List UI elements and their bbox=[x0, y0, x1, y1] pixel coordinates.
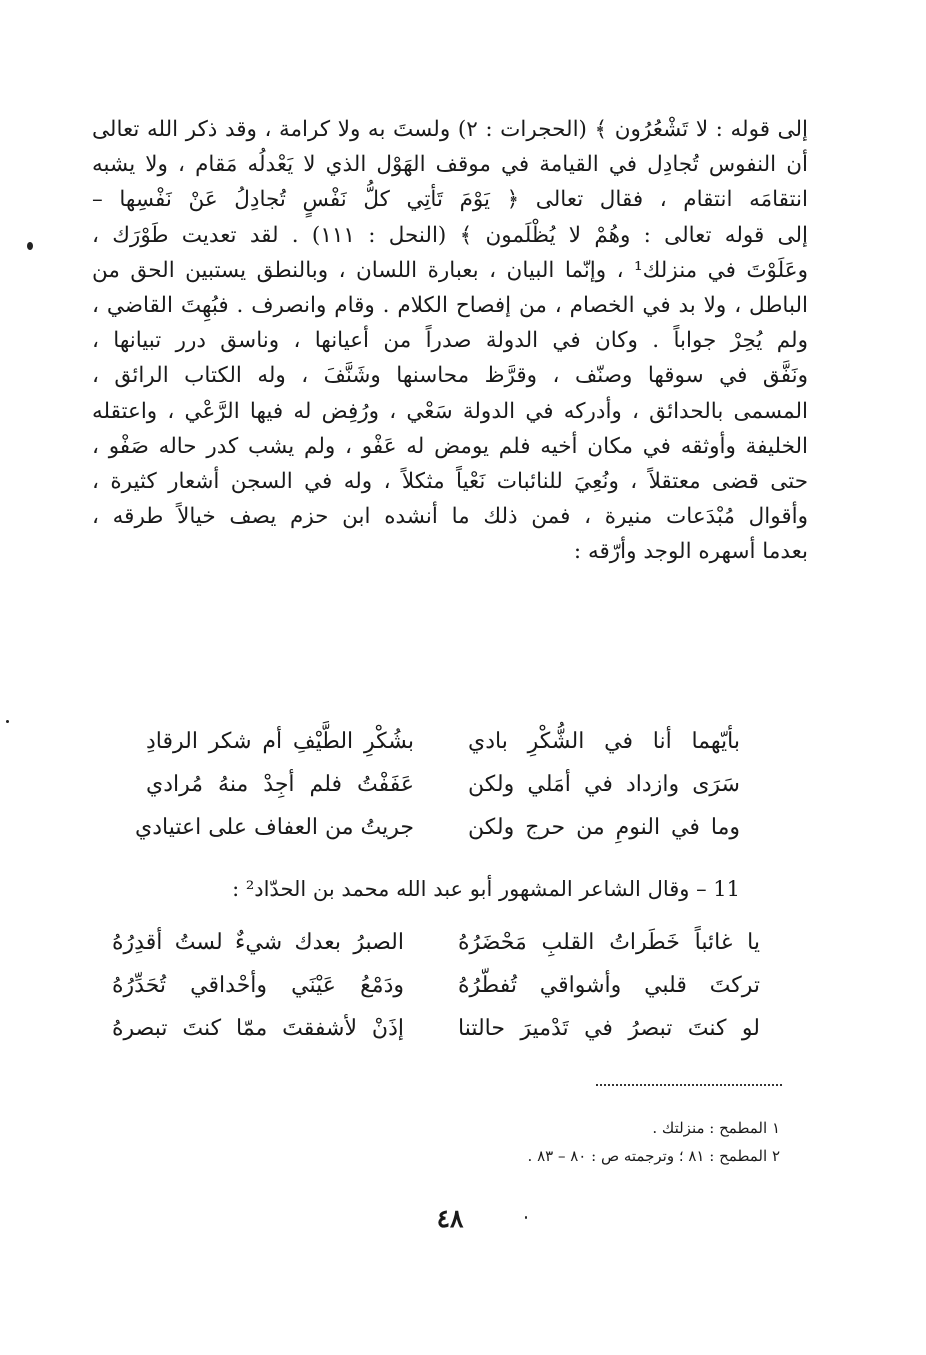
body-line: الخليفة وأوثقه في مكان أخيه فلم يومض له عَفْو ، ولم يشب كدر حاله صَفْو ، bbox=[92, 433, 808, 459]
poem-second-hemistich: جريتُ من العفاف على اعتيادي bbox=[134, 815, 414, 840]
ink-speck bbox=[525, 1216, 527, 1219]
poem-verse bbox=[146, 763, 740, 806]
body-line: إلى قوله تعالى : وهُمْ لا يُظْلَمون ﴾ (النحل : ١١١) . لقد تعديت طَوْرَك ، bbox=[92, 222, 808, 248]
poem-verse bbox=[146, 720, 740, 763]
poem-second-hemistich: عَفَفْتُ فلم أجِدْ منهُ مُرادي bbox=[146, 772, 414, 797]
page-number: ٤٨ bbox=[436, 1204, 464, 1233]
poem-second-hemistich: إذَنْ لأشفقتَ ممّا كنتَ تبصرهُ bbox=[112, 1016, 404, 1041]
poem-verse bbox=[112, 964, 760, 1007]
poem-first-hemistich: تركتَ قلبي وأشواقي تُفطّرُهُ bbox=[458, 973, 760, 998]
poem-first-hemistich: يا غائباً خَطَراتُ القلبِ مَحْضَرُهُ bbox=[458, 930, 760, 955]
poem-second bbox=[112, 921, 760, 1050]
body-line: ولم يُحِرْ جواباً . وكان في الدولة صدراً من أعيانها ، وناسق درر تبيانها ، bbox=[92, 328, 808, 354]
poem-first-hemistich: سَرَى وازداد في أمَلي ولكن bbox=[468, 772, 740, 797]
body-line: الباطل ، ولا بد في الخصام ، من إفصاح الكلام . وقام وانصرف . فبُهِتَ القاضي ، bbox=[92, 292, 808, 318]
ink-speck bbox=[6, 720, 9, 723]
body-line: وعَلَوْتَ في منزلك¹ ، وإنّما البيان ، بعبارة اللسان ، وبالنطق يستبين الحق من bbox=[92, 257, 808, 283]
body-line: حتى قضى معتقلاً ، ونُعِيَ للنائبات نَعْياً مثكلاً ، وله في السجن أشعار كثيرة ، bbox=[92, 468, 808, 494]
section-heading: 11 – وقال الشاعر المشهور أبو عبد الله محمد بن الحدّاد² : bbox=[232, 877, 740, 901]
footnotes bbox=[300, 1114, 780, 1170]
poem-first-hemistich: بأيّهما أنا في الشُّكْرِ بادي bbox=[468, 729, 740, 754]
body-line: انتقامَه انتقام ، فقال تعالى ﴿ يَوْمَ تَأتِي كلُّ نَفْسٍ تُجادِلُ عَنْ نَفْسِها – bbox=[92, 187, 808, 213]
poem-first bbox=[134, 720, 740, 849]
poem-second-hemistich: الصبرُ بعدك شيءٌ لستُ أقدِرُهُ bbox=[112, 930, 404, 955]
poem-second-hemistich: بشُكْرِ الطَّيْفِ أم شكر الرقادِ bbox=[146, 729, 414, 754]
poem-second-hemistich: ودَمْعُ عَيْنَي وأحْداقي تُحَدِّرُهُ bbox=[112, 973, 404, 998]
body-line: بعدما أسهره الوجد وأرّقه : bbox=[573, 539, 808, 565]
ink-speck bbox=[27, 242, 33, 250]
body-line: أن النفوس تُجادِل في القيامة في موقف الهَوْل الذي لا يَعْدلُه مَقام ، ولا يشبه bbox=[92, 152, 808, 178]
body-line: ونَفَّق في سوقها وصنّف ، وقرَّظ محاسنها وشَنَّفَ ، وله الكتاب الرائق ، bbox=[92, 363, 808, 389]
footnote-divider bbox=[596, 1084, 782, 1086]
footnote: ١ المطمح : منزلتك . bbox=[652, 1119, 780, 1137]
footnote: ٢ المطمح : ٨١ ؛ وترجمته ص : ٨٠ – ٨٣ . bbox=[527, 1147, 780, 1165]
body-line: وأقوال مُبْدَعات منيرة ، فمن ذلك ما أنشده ابن حزم يصف خيالاً طرقه ، bbox=[92, 504, 808, 530]
body-line: إلى قوله : لا تَشْعُرُون ﴾ (الحجرات : ٢) ولستَ به ولا كرامة ، وقد ذكر الله تعالى bbox=[92, 117, 808, 142]
body-line: المسمى بالحدائق ، وأدركه في الدولة سَعْي ، ورُفِض له فيها الرَّعْي ، واعتقله bbox=[92, 398, 808, 424]
poem-first-hemistich: لو كنتَ تبصرُ في تَدْميرَ حالتنا bbox=[458, 1016, 760, 1041]
poem-verse bbox=[112, 921, 760, 964]
poem-first-hemistich: وما في النومِ من حرج ولكن bbox=[468, 815, 740, 840]
poem-verse bbox=[134, 806, 740, 849]
poem-verse bbox=[112, 1007, 760, 1050]
body-text bbox=[92, 112, 808, 569]
